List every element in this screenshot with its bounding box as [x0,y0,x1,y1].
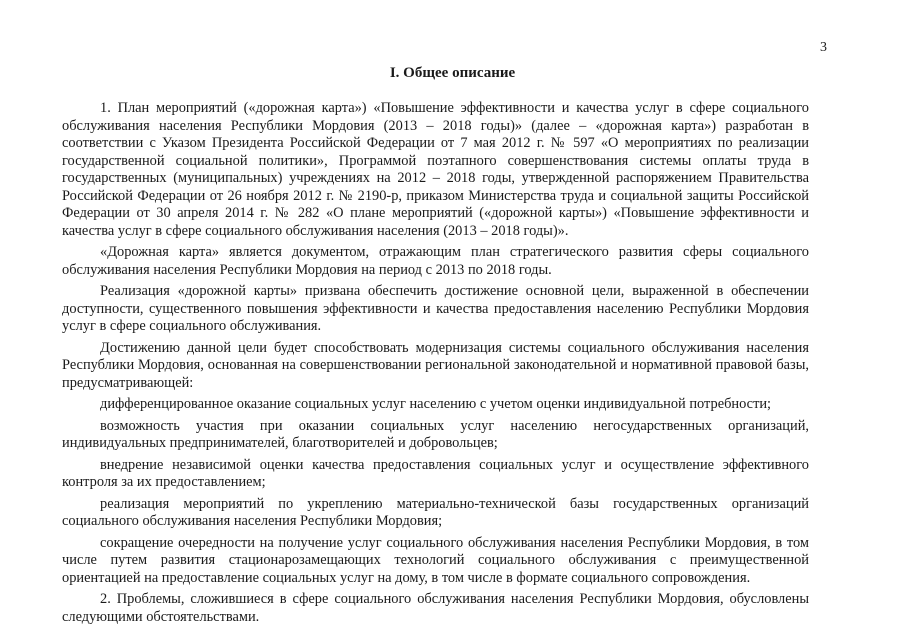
page-number: 3 [820,40,827,55]
document-body [62,100,809,626]
list-item-4: реализация мероприятий по укреплению материально-технической базы государственных организаций социального обслуживания населения Республики Мордовия; [62,495,809,529]
paragraph-4: Достижению данной цели будет способствовать модернизация системы социального обслуживания населения Республики Мордовия, основанная на совершенствовании региональной законодательной и нормативной правовой базы, предусматривающей: [62,339,809,391]
paragraph-3: Реализация «дорожной карты» призвана обеспечить достижение основной цели, выраженной в обеспечении доступности, существенного повышения эффективности и качества предоставления населению Республики Мордовия услуг в сфере социального обслуживания. [62,283,809,334]
section-heading: I. Общее описание [389,65,516,81]
list-item-2: возможность участия при оказании социальных услуг населению негосударственных организаций, индивидуальных предпринимателей, благотворителей и добровольцев; [62,417,809,451]
list-item-1: дифференцированное оказание социальных услуг населению с учетом оценки индивидуальной потребности; [100,396,772,412]
list-item-3: внедрение независимой оценки качества предоставления социальных услуг и осуществление эффективного контроля за их предоставлением; [62,456,809,490]
paragraph-2: «Дорожная карта» является документом, отражающим план стратегического развития сферы социального обслуживания населения Республики Мордовия на период с 2013 по 2018 годы. [62,244,809,278]
paragraph-5: 2. Проблемы, сложившиеся в сфере социального обслуживания населения Республики Мордовия, обусловлены следующими обстоятельствами. [62,591,809,625]
list-item-5: сокращение очередности на получение услуг социального обслуживания населения Республики Мордовия, в том числе путем развития стационарозамещающих технологий социального обслуживания с преимущественной ориентацией на предоставление социальных услуг на дому, в том числе в формате социального сопровождения. [62,534,809,586]
paragraph-1: 1. План мероприятий («дорожная карта») «Повышение эффективности и качества услуг в сфере социального обслуживания населения Республики Мордовия (2013 – 2018 годы)» (далее – «дорожная карта») разработан в соответствии с Указом Президента Российской Федерации от 7 мая 2012 г. № 597 «О мероприятиях по реализации государственной социальной политики», Программой поэтапного совершенствования системы оплаты труда в государственных (муниципальных) учреждениях на 2012 – 2018 годы, утвержденной распоряжением Правительства Российской Федерации от 26 ноября 2012 г. № 2190-р, приказом Министерства труда и социальной защиты Российской Федерации от 30 апреля 2014 г. № 282 «О плане мероприятий («дорожной карты») «Повышение эффективности и качества услуг в сфере социального обслуживания населения (2013 – 2018 годы)». [62,100,809,239]
